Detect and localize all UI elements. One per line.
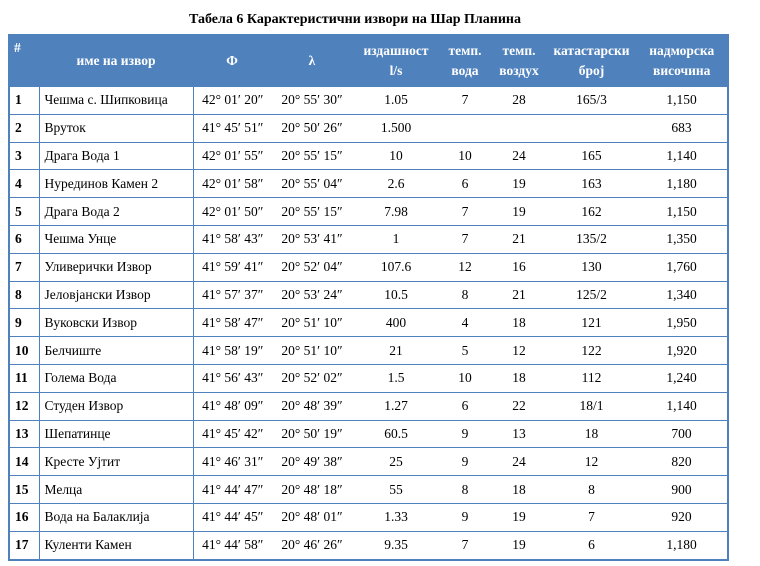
cell-cadastre: 12 xyxy=(547,448,636,476)
header-air-line1: темп. xyxy=(502,42,536,58)
cell-altitude: 920 xyxy=(636,503,728,531)
header-row xyxy=(9,35,728,86)
table-row xyxy=(9,198,728,226)
cell-name: Уливерички Извор xyxy=(39,253,193,281)
cell-water-temp: 12 xyxy=(439,253,491,281)
cell-longitude: 20° 55′ 04″ xyxy=(271,170,353,198)
header-yield xyxy=(353,35,439,86)
cell-longitude: 20° 52′ 02″ xyxy=(271,364,353,392)
cell-cadastre: 163 xyxy=(547,170,636,198)
cell-longitude: 20° 46′ 26″ xyxy=(271,531,353,559)
cell-air-temp: 22 xyxy=(491,392,547,420)
cell-num: 14 xyxy=(9,448,39,476)
cell-latitude: 42° 01′ 50″ xyxy=(193,198,271,226)
cell-num: 10 xyxy=(9,337,39,365)
cell-yield: 1.27 xyxy=(353,392,439,420)
cell-water-temp: 8 xyxy=(439,281,491,309)
cell-altitude: 683 xyxy=(636,114,728,142)
cell-cadastre: 162 xyxy=(547,198,636,226)
cell-altitude: 1,180 xyxy=(636,531,728,559)
cell-cadastre: 121 xyxy=(547,309,636,337)
cell-longitude: 20° 55′ 30″ xyxy=(271,86,353,114)
cell-name: Чешма Унце xyxy=(39,225,193,253)
cell-num: 16 xyxy=(9,503,39,531)
header-water-line1: темп. xyxy=(448,42,482,58)
cell-longitude: 20° 52′ 04″ xyxy=(271,253,353,281)
cell-latitude: 41° 56′ 43″ xyxy=(193,364,271,392)
cell-air-temp: 19 xyxy=(491,531,547,559)
cell-num: 2 xyxy=(9,114,39,142)
cell-cadastre: 165/3 xyxy=(547,86,636,114)
cell-air-temp xyxy=(491,114,547,142)
cell-yield: 2.6 xyxy=(353,170,439,198)
cell-latitude: 41° 58′ 19″ xyxy=(193,337,271,365)
cell-altitude: 700 xyxy=(636,420,728,448)
cell-yield: 25 xyxy=(353,448,439,476)
cell-cadastre: 7 xyxy=(547,503,636,531)
cell-yield: 7.98 xyxy=(353,198,439,226)
cell-air-temp: 18 xyxy=(491,309,547,337)
cell-latitude: 42° 01′ 58″ xyxy=(193,170,271,198)
cell-yield: 9.35 xyxy=(353,531,439,559)
cell-longitude: 20° 55′ 15″ xyxy=(271,142,353,170)
header-yield-line2: l/s xyxy=(389,62,403,78)
cell-water-temp: 9 xyxy=(439,448,491,476)
cell-longitude: 20° 51′ 10″ xyxy=(271,309,353,337)
cell-yield: 60.5 xyxy=(353,420,439,448)
cell-cadastre: 6 xyxy=(547,531,636,559)
cell-cadastre: 112 xyxy=(547,364,636,392)
header-lat: Ф xyxy=(193,35,271,86)
cell-altitude: 1,150 xyxy=(636,198,728,226)
cell-air-temp: 19 xyxy=(491,170,547,198)
cell-yield: 21 xyxy=(353,337,439,365)
cell-latitude: 42° 01′ 55″ xyxy=(193,142,271,170)
header-cadastre xyxy=(547,35,636,86)
cell-air-temp: 19 xyxy=(491,503,547,531)
cell-num: 12 xyxy=(9,392,39,420)
cell-latitude: 41° 44′ 58″ xyxy=(193,531,271,559)
cell-water-temp: 10 xyxy=(439,142,491,170)
cell-name: Мелца xyxy=(39,476,193,504)
springs-table xyxy=(8,34,729,561)
cell-altitude: 1,180 xyxy=(636,170,728,198)
table-row xyxy=(9,142,728,170)
cell-longitude: 20° 48′ 01″ xyxy=(271,503,353,531)
table-row xyxy=(9,420,728,448)
cell-cadastre: 18 xyxy=(547,420,636,448)
cell-yield: 1.500 xyxy=(353,114,439,142)
cell-name: Драга Вода 1 xyxy=(39,142,193,170)
header-num: # xyxy=(9,35,39,86)
cell-yield: 107.6 xyxy=(353,253,439,281)
cell-latitude: 41° 44′ 47″ xyxy=(193,476,271,504)
cell-longitude: 20° 53′ 41″ xyxy=(271,225,353,253)
cell-air-temp: 24 xyxy=(491,142,547,170)
cell-water-temp: 7 xyxy=(439,225,491,253)
cell-name: Шепатинце xyxy=(39,420,193,448)
header-cadastre-line1: катастарски xyxy=(553,42,630,58)
cell-yield: 1.5 xyxy=(353,364,439,392)
cell-name: Вода на Балаклија xyxy=(39,503,193,531)
cell-latitude: 41° 44′ 45″ xyxy=(193,503,271,531)
cell-water-temp: 7 xyxy=(439,86,491,114)
cell-num: 7 xyxy=(9,253,39,281)
cell-yield: 10.5 xyxy=(353,281,439,309)
cell-latitude: 41° 45′ 51″ xyxy=(193,114,271,142)
cell-altitude: 820 xyxy=(636,448,728,476)
header-water-line2: вода xyxy=(451,62,479,78)
cell-name: Голема Вода xyxy=(39,364,193,392)
cell-name: Нурединов Камен 2 xyxy=(39,170,193,198)
cell-num: 15 xyxy=(9,476,39,504)
cell-water-temp xyxy=(439,114,491,142)
cell-yield: 1.05 xyxy=(353,86,439,114)
cell-yield: 1.33 xyxy=(353,503,439,531)
header-yield-line1: издашност xyxy=(363,42,429,58)
header-lon: λ xyxy=(271,35,353,86)
cell-name: Вуковски Извор xyxy=(39,309,193,337)
cell-num: 4 xyxy=(9,170,39,198)
cell-latitude: 41° 48′ 09″ xyxy=(193,392,271,420)
cell-num: 1 xyxy=(9,86,39,114)
cell-cadastre: 165 xyxy=(547,142,636,170)
cell-air-temp: 21 xyxy=(491,225,547,253)
cell-latitude: 42° 01′ 20″ xyxy=(193,86,271,114)
cell-longitude: 20° 49′ 38″ xyxy=(271,448,353,476)
cell-altitude: 1,140 xyxy=(636,392,728,420)
cell-altitude: 1,760 xyxy=(636,253,728,281)
cell-air-temp: 18 xyxy=(491,364,547,392)
cell-water-temp: 7 xyxy=(439,531,491,559)
cell-altitude: 1,350 xyxy=(636,225,728,253)
cell-name: Студен Извор xyxy=(39,392,193,420)
cell-air-temp: 21 xyxy=(491,281,547,309)
cell-yield: 400 xyxy=(353,309,439,337)
cell-cadastre: 122 xyxy=(547,337,636,365)
cell-num: 8 xyxy=(9,281,39,309)
cell-altitude: 1,340 xyxy=(636,281,728,309)
cell-name: Белчиште xyxy=(39,337,193,365)
cell-cadastre: 130 xyxy=(547,253,636,281)
cell-num: 6 xyxy=(9,225,39,253)
cell-water-temp: 10 xyxy=(439,364,491,392)
table-header xyxy=(9,35,728,86)
table-row xyxy=(9,364,728,392)
cell-cadastre: 18/1 xyxy=(547,392,636,420)
cell-altitude: 1,950 xyxy=(636,309,728,337)
cell-water-temp: 5 xyxy=(439,337,491,365)
cell-num: 17 xyxy=(9,531,39,559)
cell-longitude: 20° 51′ 10″ xyxy=(271,337,353,365)
cell-water-temp: 9 xyxy=(439,420,491,448)
cell-latitude: 41° 57′ 37″ xyxy=(193,281,271,309)
cell-longitude: 20° 50′ 26″ xyxy=(271,114,353,142)
cell-cadastre: 8 xyxy=(547,476,636,504)
cell-water-temp: 8 xyxy=(439,476,491,504)
table-body xyxy=(9,86,728,560)
cell-longitude: 20° 48′ 39″ xyxy=(271,392,353,420)
table-row xyxy=(9,337,728,365)
cell-altitude: 900 xyxy=(636,476,728,504)
cell-cadastre xyxy=(547,114,636,142)
table-row xyxy=(9,253,728,281)
cell-name: Драга Вода 2 xyxy=(39,198,193,226)
table-row xyxy=(9,281,728,309)
cell-latitude: 41° 59′ 41″ xyxy=(193,253,271,281)
cell-cadastre: 135/2 xyxy=(547,225,636,253)
cell-num: 9 xyxy=(9,309,39,337)
cell-water-temp: 6 xyxy=(439,392,491,420)
cell-yield: 10 xyxy=(353,142,439,170)
cell-latitude: 41° 45′ 42″ xyxy=(193,420,271,448)
header-name: име на извор xyxy=(39,35,193,86)
cell-name: Чешма с. Шипковица xyxy=(39,86,193,114)
table-row xyxy=(9,503,728,531)
cell-water-temp: 6 xyxy=(439,170,491,198)
table-row xyxy=(9,170,728,198)
cell-latitude: 41° 46′ 31″ xyxy=(193,448,271,476)
header-air-line2: воздух xyxy=(499,62,539,78)
table-caption: Табела 6 Карактеристични извори на Шар Планина xyxy=(188,12,521,27)
header-cadastre-line2: број xyxy=(578,62,605,78)
cell-name: Јеловјански Извор xyxy=(39,281,193,309)
header-air-temp xyxy=(491,35,547,86)
cell-latitude: 41° 58′ 47″ xyxy=(193,309,271,337)
table-row xyxy=(9,114,728,142)
header-altitude xyxy=(636,35,728,86)
table-row xyxy=(9,86,728,114)
table-row xyxy=(9,392,728,420)
cell-air-temp: 12 xyxy=(491,337,547,365)
cell-name: Кресте Ујтит xyxy=(39,448,193,476)
cell-air-temp: 24 xyxy=(491,448,547,476)
cell-longitude: 20° 55′ 15″ xyxy=(271,198,353,226)
cell-air-temp: 18 xyxy=(491,476,547,504)
cell-num: 11 xyxy=(9,364,39,392)
cell-water-temp: 9 xyxy=(439,503,491,531)
cell-altitude: 1,150 xyxy=(636,86,728,114)
cell-name: Вруток xyxy=(39,114,193,142)
cell-air-temp: 13 xyxy=(491,420,547,448)
header-altitude-line1: надморска xyxy=(649,42,715,58)
cell-altitude: 1,920 xyxy=(636,337,728,365)
cell-altitude: 1,240 xyxy=(636,364,728,392)
table-row xyxy=(9,476,728,504)
header-altitude-line2: височина xyxy=(653,62,711,78)
table-row xyxy=(9,448,728,476)
table-row xyxy=(9,531,728,559)
cell-longitude: 20° 50′ 19″ xyxy=(271,420,353,448)
cell-air-temp: 19 xyxy=(491,198,547,226)
table-row xyxy=(9,309,728,337)
cell-altitude: 1,140 xyxy=(636,142,728,170)
cell-latitude: 41° 58′ 43″ xyxy=(193,225,271,253)
cell-name: Куленти Камен xyxy=(39,531,193,559)
cell-num: 3 xyxy=(9,142,39,170)
cell-air-temp: 28 xyxy=(491,86,547,114)
cell-cadastre: 125/2 xyxy=(547,281,636,309)
header-water-temp xyxy=(439,35,491,86)
cell-num: 13 xyxy=(9,420,39,448)
cell-num: 5 xyxy=(9,198,39,226)
cell-water-temp: 7 xyxy=(439,198,491,226)
cell-longitude: 20° 53′ 24″ xyxy=(271,281,353,309)
cell-longitude: 20° 48′ 18″ xyxy=(271,476,353,504)
cell-air-temp: 16 xyxy=(491,253,547,281)
cell-yield: 1 xyxy=(353,225,439,253)
cell-water-temp: 4 xyxy=(439,309,491,337)
cell-yield: 55 xyxy=(353,476,439,504)
table-row xyxy=(9,225,728,253)
